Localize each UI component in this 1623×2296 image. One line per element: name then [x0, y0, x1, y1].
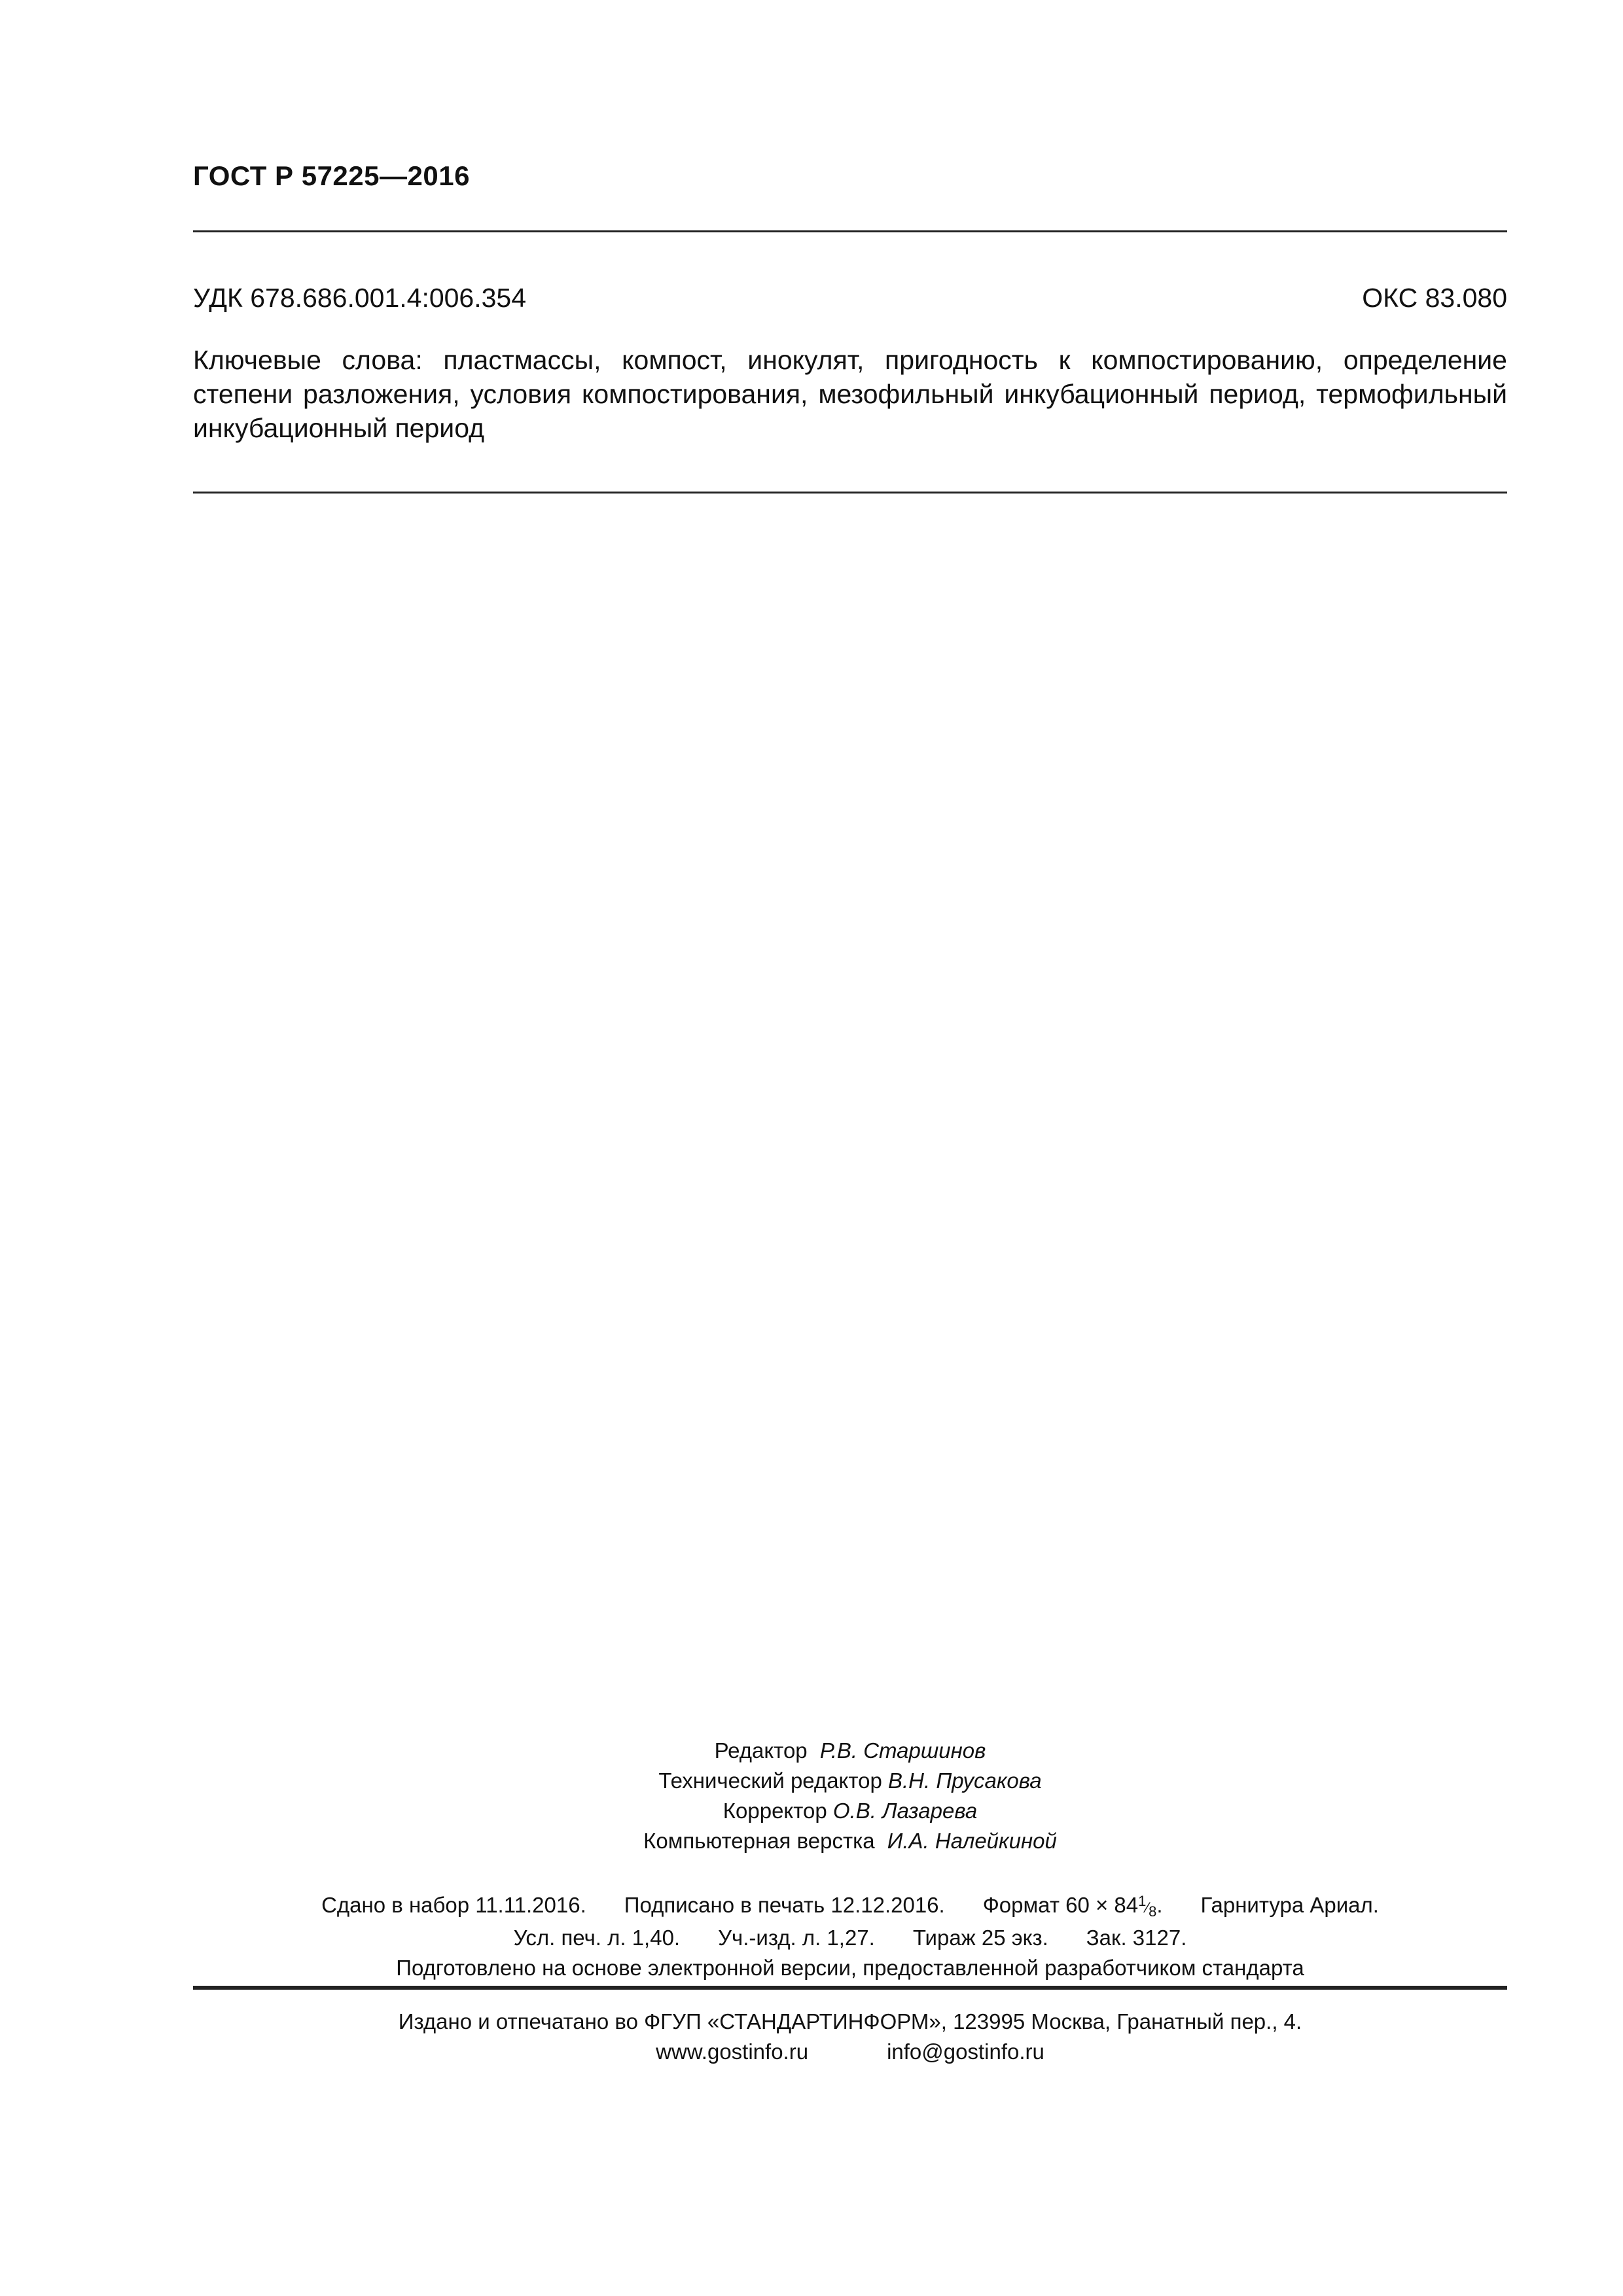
credit-name: О.В. Лазарева — [832, 1799, 978, 1823]
keywords-divider — [193, 492, 1507, 493]
credit-corrector — [193, 1796, 1507, 1826]
fraction-denominator: 8 — [1149, 1903, 1157, 1920]
credit-role: Редактор — [714, 1738, 808, 1763]
keywords-paragraph: Ключевые слова: пластмассы, компост, инокулят, пригодность к компостированию, определение степени разложения, условия компостирования, мезофильный инкубационный период, термофильный инкубационный период — [193, 345, 1507, 443]
imprint-submitted: Сдано в набор 11.11.2016. — [321, 1893, 586, 1917]
oks-code: ОКС 83.080 — [1362, 283, 1507, 313]
imprint-signed: Подписано в печать 12.12.2016. — [624, 1893, 945, 1917]
credit-role: Корректор — [722, 1799, 827, 1823]
top-divider — [193, 230, 1507, 232]
document-code: ГОСТ Р 57225—2016 — [193, 160, 470, 191]
imprint-print-sheets: Усл. печ. л. 1,40. — [513, 1926, 681, 1950]
credit-role: Компьютерная верстка — [643, 1829, 875, 1853]
credit-name: И.А. Налейкиной — [887, 1829, 1057, 1853]
imprint-format — [982, 1893, 1163, 1920]
imprint-line-1 — [193, 1890, 1507, 1923]
publisher-divider — [193, 1986, 1507, 1990]
fraction-numerator: 1 — [1138, 1893, 1147, 1909]
format-text: Формат 60 × 84 — [982, 1893, 1139, 1917]
imprint-typeface: Гарнитура Ариал. — [1200, 1893, 1379, 1917]
udk-code: УДК 678.686.001.4:006.354 — [193, 283, 527, 313]
credit-name: Р.В. Старшинов — [819, 1738, 986, 1763]
credit-layout — [193, 1826, 1507, 1856]
credit-tech-editor — [193, 1766, 1507, 1796]
format-suffix: . — [1156, 1893, 1163, 1917]
imprint-order: Зак. 3127. — [1086, 1926, 1187, 1950]
publisher-website[interactable]: www.gostinfo.ru — [656, 2039, 809, 2064]
format-fraction: 1⁄8 — [1138, 1893, 1157, 1920]
imprint-circulation: Тираж 25 экз. — [912, 1926, 1048, 1950]
imprint-block — [193, 1890, 1507, 1983]
imprint-line-2 — [193, 1923, 1507, 1953]
publisher-line: Издано и отпечатано во ФГУП «СТАНДАРТИНФОРМ», 123995 Москва, Гранатный пер., 4. — [398, 2009, 1302, 2034]
credit-name: В.Н. Прусакова — [887, 1768, 1042, 1793]
classification-row — [193, 283, 1507, 314]
publisher-block — [193, 2007, 1507, 2067]
credit-role: Технический редактор — [658, 1768, 882, 1793]
imprint-pub-sheets: Уч.-изд. л. 1,27. — [718, 1926, 875, 1950]
credit-editor — [193, 1736, 1507, 1766]
publisher-email[interactable]: info@gostinfo.ru — [887, 2039, 1044, 2064]
publisher-contacts — [193, 2037, 1507, 2067]
imprint-prepared: Подготовлено на основе электронной версии, предоставленной разработчиком стандарта — [396, 1956, 1304, 1980]
credits-block — [193, 1736, 1507, 1856]
